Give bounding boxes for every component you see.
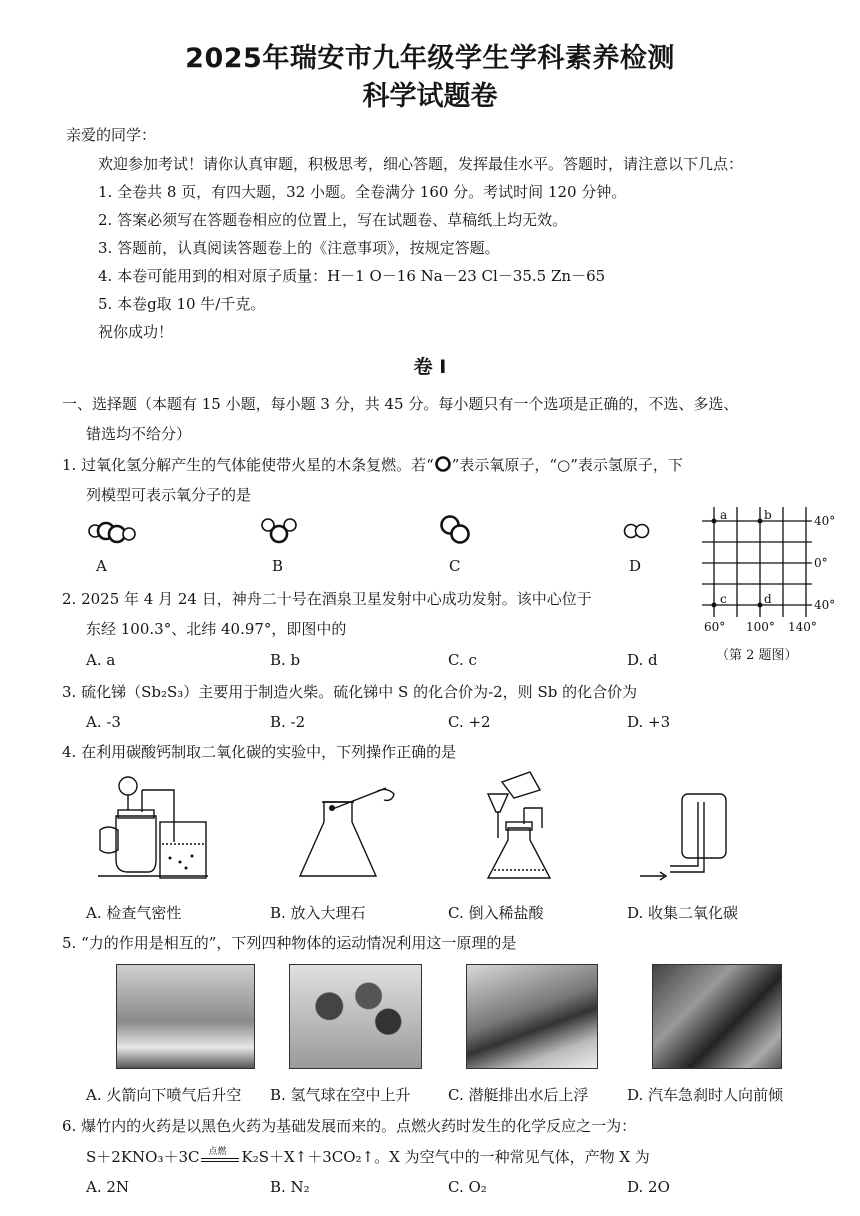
q1-stem-b: ”表示氧原子，“○”表示氢原子，下 — [451, 456, 683, 474]
q4-airtight-check-illustration — [96, 772, 216, 884]
q4-pour-acid-illustration — [478, 768, 568, 884]
q2-figure-caption: （第 2 题图） — [716, 648, 798, 663]
q6-option-a: A. 2N — [86, 1178, 130, 1196]
q5-option-d: D. 汽车急刹时人向前倾 — [627, 1086, 784, 1104]
note-4: 4. 本卷可能用到的相对原子质量：H－1 O－16 Na－23 Cl－35.5 Zn－65 — [98, 267, 606, 285]
point-b — [758, 519, 763, 524]
q3-option-b: B. -2 — [270, 713, 306, 731]
q6-option-b: B. N₂ — [270, 1178, 310, 1196]
q5-option-a: A. 火箭向下喷气后升空 — [86, 1086, 242, 1104]
point-a — [712, 519, 717, 524]
q4-option-b: B. 放入大理石 — [270, 904, 366, 922]
q6-option-d: D. 2O — [627, 1178, 670, 1196]
q2-option-b: B. b — [270, 651, 301, 669]
q1-stem — [62, 455, 683, 475]
q1-model-c-icon — [436, 512, 476, 548]
oxygen-atom-icon — [434, 456, 452, 472]
label-b: b — [764, 508, 772, 522]
q1-model-a-icon — [84, 518, 144, 548]
q1-option-c: C — [449, 557, 461, 575]
q5-balloons-photo — [289, 964, 422, 1069]
q5-submarine-photo — [466, 964, 598, 1069]
section-heading-cont: 错选均不给分） — [86, 425, 192, 443]
q5-option-b: B. 氢气球在空中上升 — [270, 1086, 411, 1104]
lon-label-3: 140° — [788, 620, 817, 634]
q1-option-d: D — [629, 557, 642, 575]
q6-equation-right: K₂S＋X↑＋3CO₂↑。X 为空气中的一种常见气体，产物 X 为 — [241, 1148, 650, 1166]
lat-label-mid: 0° — [814, 556, 828, 570]
note-2: 2. 答案必须写在答题卷相应的位置上，写在试题卷、草稿纸上均无效。 — [98, 211, 568, 229]
section-title: 卷 I — [413, 356, 447, 378]
q1-model-b-icon — [258, 514, 302, 548]
point-d — [758, 603, 763, 608]
q4-option-a: A. 检查气密性 — [86, 904, 182, 922]
q2-stem-cont: 东经 100.3°、北纬 40.97°，即图中的 — [86, 620, 347, 638]
q6-option-c: C. O₂ — [448, 1178, 487, 1196]
q1-stem-cont: 列模型可表示氧分子的是 — [86, 486, 252, 504]
q3-option-a: A. -3 — [86, 713, 121, 731]
q1-option-b: B — [272, 557, 284, 575]
page-title: 2025年瑞安市九年级学生学科素养检测 — [185, 43, 675, 74]
q1-stem-a: 1. 过氧化氢分解产生的气体能使带火星的木条复燃。若“ — [62, 456, 434, 474]
greeting: 亲爱的同学： — [66, 126, 157, 144]
q2-option-d: D. d — [627, 651, 658, 669]
q6-equation-condition: 点燃 — [208, 1147, 227, 1157]
label-c: c — [720, 592, 727, 606]
q4-option-c: C. 倒入稀盐酸 — [448, 904, 544, 922]
lat-label-bottom: 40° — [814, 598, 836, 612]
lat-label-top: 40° — [814, 514, 836, 528]
q4-collect-co2-illustration — [638, 788, 734, 884]
lon-label-2: 100° — [746, 620, 775, 634]
label-d: d — [764, 592, 772, 606]
q5-rocket-photo — [116, 964, 255, 1069]
label-a: a — [720, 508, 728, 522]
note-5: 5. 本卷g取 10 牛/千克。 — [98, 295, 266, 313]
q4-option-d: D. 收集二氧化碳 — [627, 904, 739, 922]
q2-option-a: A. a — [86, 651, 116, 669]
lon-label-1: 60° — [704, 620, 726, 634]
q3-option-c: C. +2 — [448, 713, 491, 731]
note-3: 3. 答题前，认真阅读答题卷上的《注意事项》，按规定答题。 — [98, 239, 500, 257]
q4-add-marble-illustration — [290, 780, 400, 884]
q2-stem: 2. 2025 年 4 月 24 日，神舟二十号在酒泉卫星发射中心成功发射。该中心位于 — [62, 590, 592, 608]
q1-option-a: A — [96, 557, 107, 575]
q1-model-d-icon — [620, 520, 654, 542]
wish: 祝你成功！ — [98, 323, 174, 341]
q2-option-c: C. c — [448, 651, 477, 669]
q6-equation-left: S＋2KNO₃＋3C — [86, 1148, 200, 1166]
q3-stem: 3. 硫化锑（Sb₂S₃）主要用于制造火柴。硫化锑中 S 的化合价为-2，则 Sb 的化合价为 — [62, 683, 638, 701]
q2-grid-figure — [700, 505, 850, 640]
section-heading: 一、选择题（本题有 15 小题，每小题 3 分，共 45 分。每小题只有一个选项是正确的，不选、多选、 — [62, 395, 739, 413]
q5-option-c: C. 潜艇排出水后上浮 — [448, 1086, 589, 1104]
page-subtitle: 科学试题卷 — [362, 81, 498, 112]
q3-option-d: D. +3 — [627, 713, 671, 731]
q4-stem: 4. 在利用碳酸钙制取二氧化碳的实验中，下列操作正确的是 — [62, 743, 457, 761]
point-c — [712, 603, 717, 608]
welcome-text: 欢迎参加考试！请你认真审题，积极思考，细心答题，发挥最佳水平。答题时，请注意以下几点： — [98, 155, 744, 173]
q6-equation — [86, 1147, 650, 1167]
q5-car-braking-photo — [652, 964, 782, 1069]
q6-stem: 6. 爆竹内的火药是以黑色火药为基础发展而来的。点燃火药时发生的化学反应之一为： — [62, 1117, 637, 1135]
q6-equation-arrow — [199, 1147, 241, 1165]
note-1: 1. 全卷共 8 页，有四大题，32 小题。全卷满分 160 分。考试时间 120 分钟。 — [98, 183, 627, 201]
q5-stem: 5. “力的作用是相互的”，下列四种物体的运动情况利用这一原理的是 — [62, 934, 517, 952]
